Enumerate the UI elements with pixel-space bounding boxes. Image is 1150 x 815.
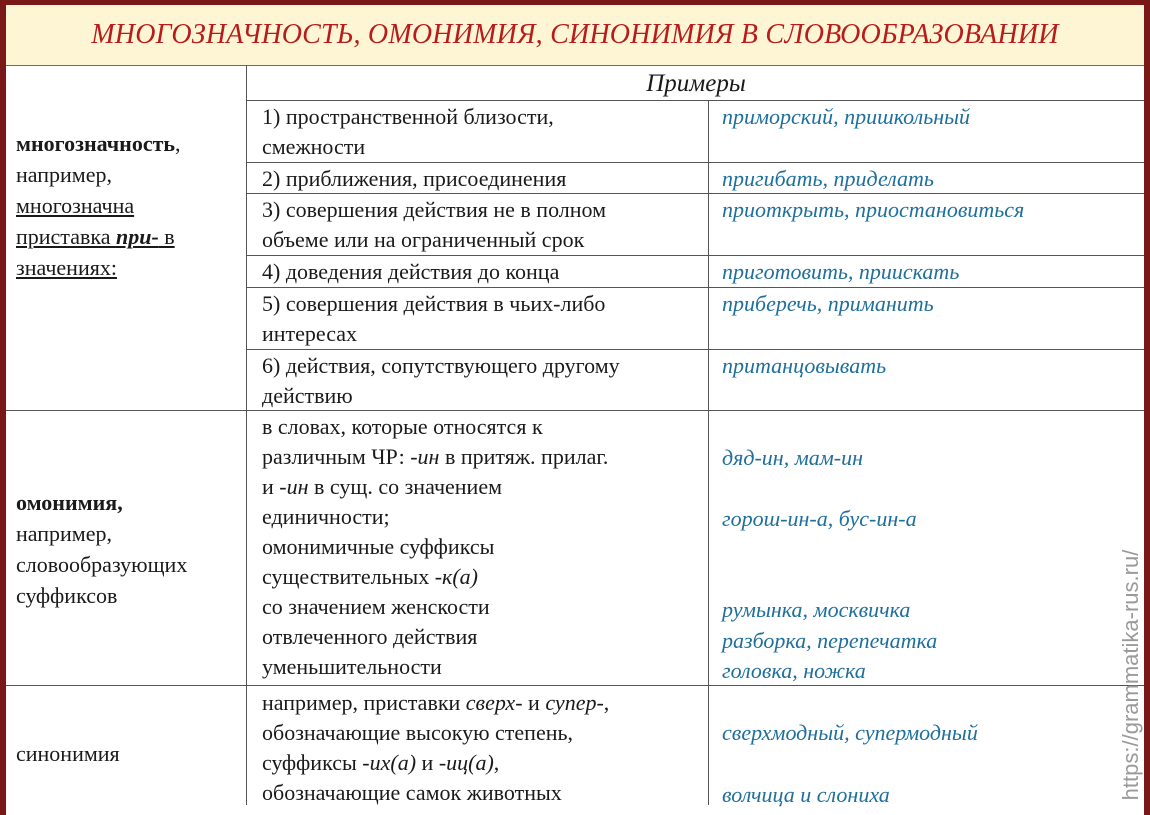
row-line-header bbox=[246, 100, 1144, 101]
synonymy-example-2: волчица и слониха bbox=[722, 782, 890, 807]
homonymy-label: омонимия, например, словообразующих суффиксов bbox=[16, 490, 188, 608]
polysemy-row-2: 2) приближения, присоединения bbox=[262, 166, 567, 191]
title-bar bbox=[6, 5, 1144, 66]
examples-header: Примеры bbox=[646, 70, 746, 97]
polysemy-example-2: пригибать, приделать bbox=[722, 166, 934, 191]
site-watermark: https://grammatika-rus.ru/ bbox=[1118, 549, 1143, 801]
polysemy-row-4: 4) доведения действия до конца bbox=[262, 259, 560, 284]
homonymy-term: омонимия, bbox=[16, 490, 123, 515]
homonymy-example-5: головка, ножка bbox=[722, 658, 866, 683]
polysemy-example-5: приберечь, приманить bbox=[722, 291, 934, 316]
polysemy-row-5: 5) совершения действия в чьих-либо интересах bbox=[262, 291, 606, 346]
col-divider-1 bbox=[246, 65, 247, 805]
polysemy-example-1: приморский, пришкольный bbox=[722, 104, 971, 129]
polysemy-example-6: пританцовывать bbox=[722, 353, 887, 378]
synonymy-example-1: сверхмодный, супермодный bbox=[722, 720, 978, 745]
homonymy-example-2: горош-ин-а, бус-ин-а bbox=[722, 506, 917, 531]
polysemy-row-3: 3) совершения действия не в полном объеме или на ограниченный срок bbox=[262, 197, 607, 252]
homonymy-description: в словах, которые относятся к различным ЧР: -ин в притяж. прилаг. и -ин в сущ. со значением единичности; омонимичные суффиксы существительных -к(а) со значением женскости отвлеченного действия уменьшительности bbox=[262, 414, 609, 679]
row-line bbox=[246, 287, 1144, 288]
homonymy-example-3: румынка, москвичка bbox=[722, 597, 911, 622]
row-line bbox=[246, 255, 1144, 256]
polysemy-term: многозначность bbox=[16, 131, 176, 156]
row-line bbox=[246, 349, 1144, 350]
synonymy-description: например, приставки сверх- и супер-, обозначающие высокую степень, суффиксы -их(а) и -иц(а), обозначающие самок животных bbox=[262, 690, 610, 805]
section-line-2 bbox=[6, 685, 1144, 686]
homonymy-example-4: разборка, перепечатка bbox=[722, 628, 938, 653]
page-title: МНОГОЗНАЧНОСТЬ, ОМОНИМИЯ, СИНОНИМИЯ В СЛОВООБРАЗОВАНИИ bbox=[91, 19, 1059, 50]
polysemy-example-4: приготовить, приискать bbox=[722, 259, 960, 284]
polysemy-example-3: приоткрыть, приостановиться bbox=[722, 197, 1025, 222]
col-divider-2 bbox=[708, 101, 709, 805]
polysemy-label: многозначность, например, многозначна приставка при- в значениях: bbox=[16, 131, 181, 280]
homonymy-example-1: дяд-ин, мам-ин bbox=[722, 445, 864, 470]
polysemy-row-1: 1) пространственной близости, смежности bbox=[262, 104, 554, 159]
prefix-pri: при- bbox=[115, 224, 159, 249]
synonymy-label: синонимия bbox=[16, 741, 120, 766]
polysemy-row-6: 6) действия, сопутствующего другому действию bbox=[262, 353, 620, 408]
row-line bbox=[246, 162, 1144, 163]
